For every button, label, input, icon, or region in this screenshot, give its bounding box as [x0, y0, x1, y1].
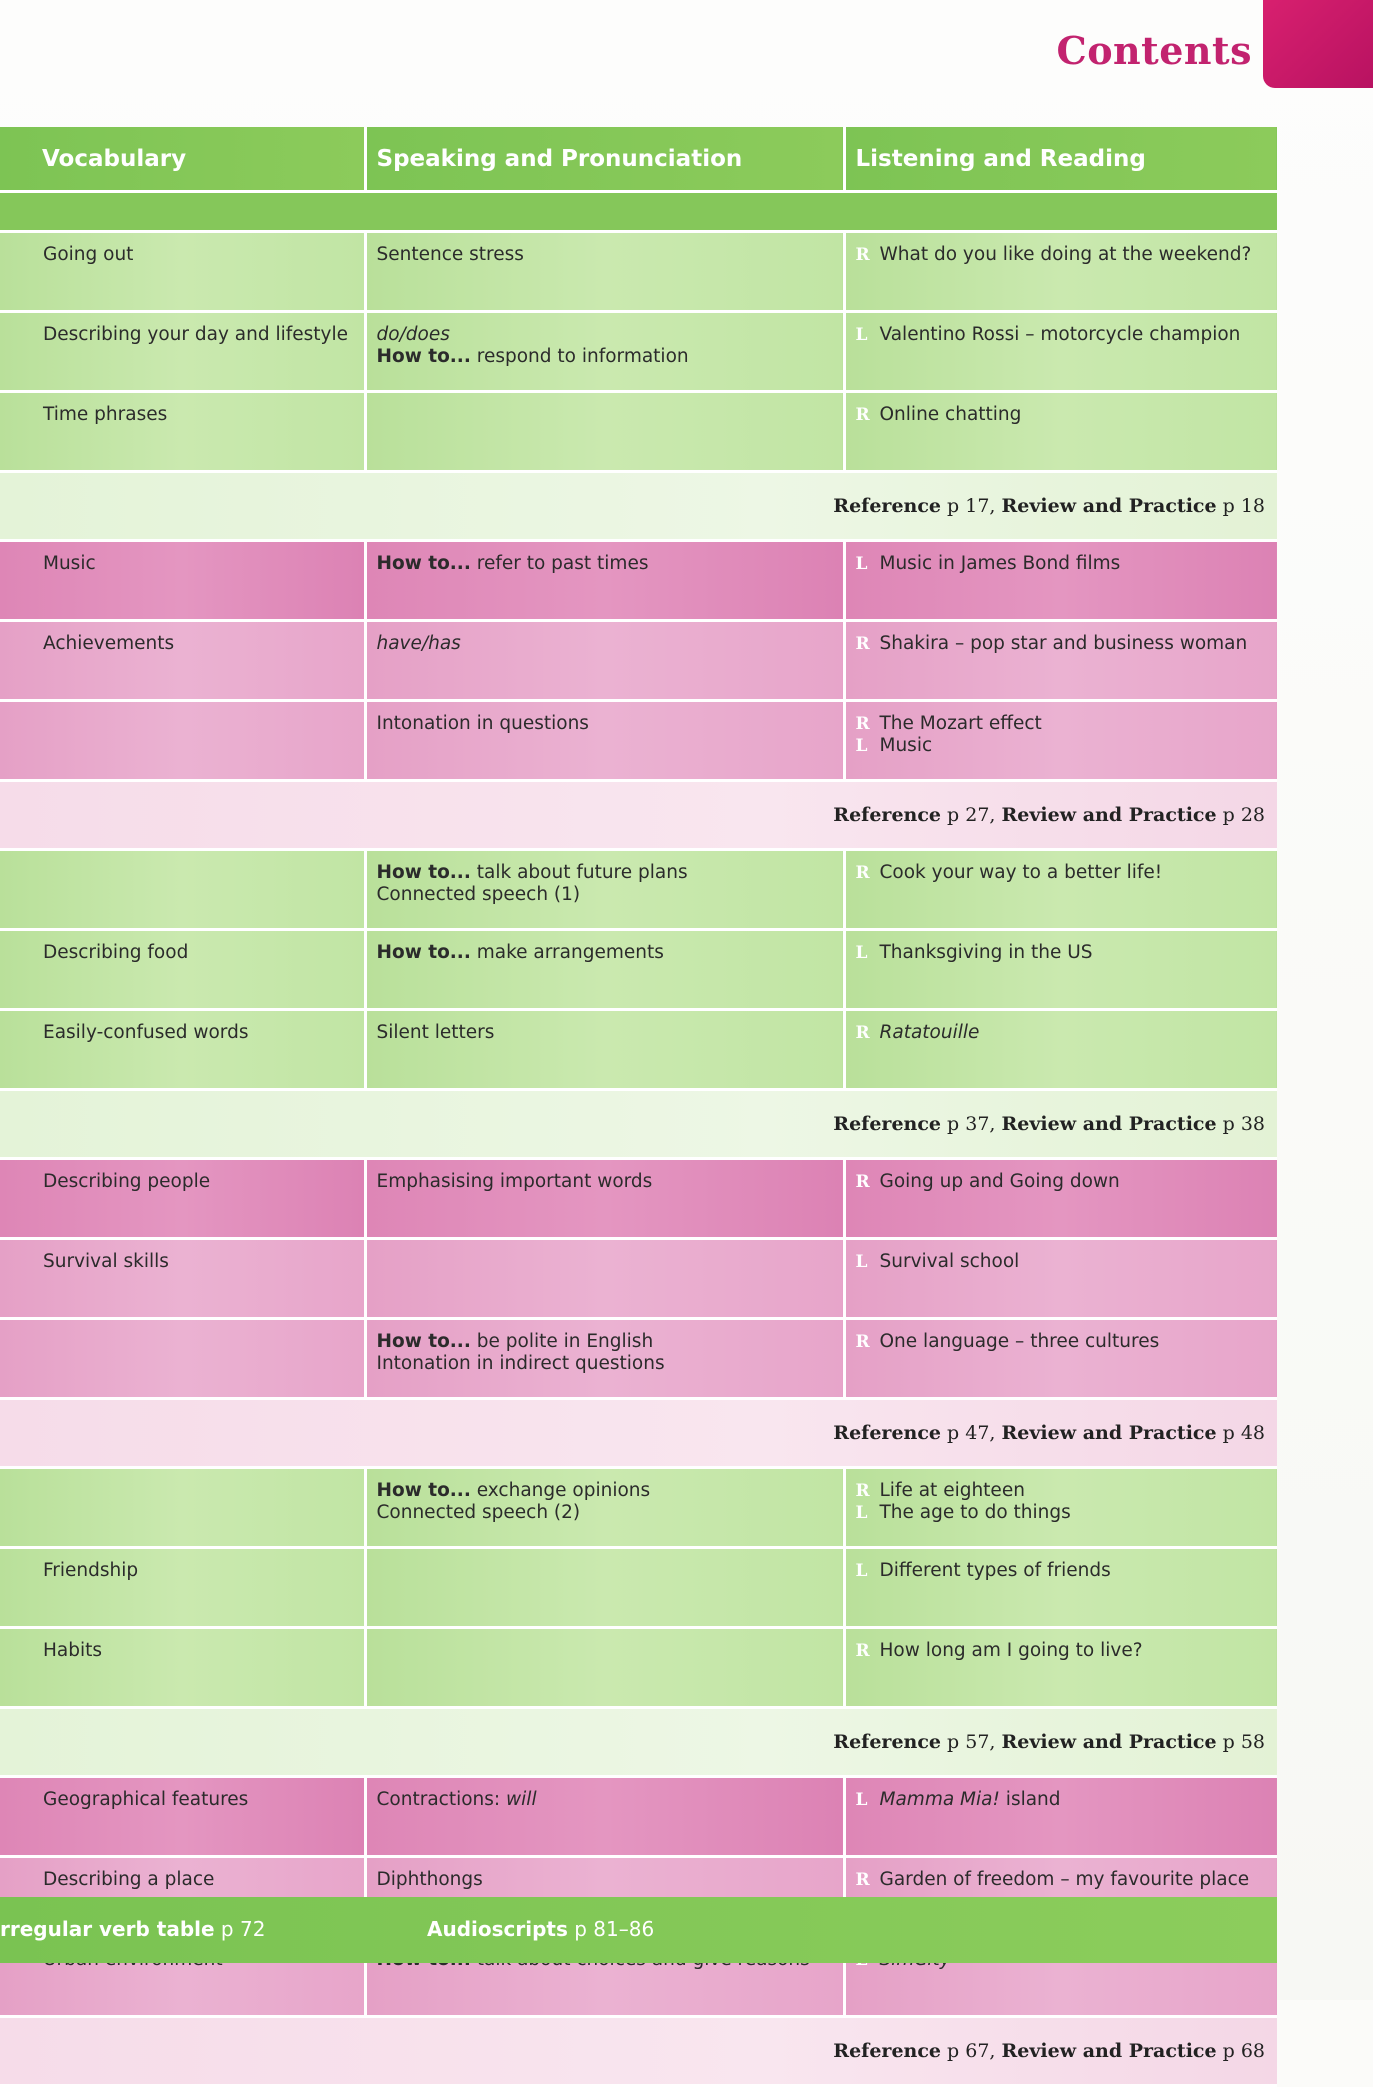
listening-marker: L: [855, 1503, 868, 1523]
table-row: [0, 1010, 1277, 1090]
speak-cell: [365, 312, 844, 392]
vocab-cell: [0, 1468, 365, 1548]
lr-cell: [844, 930, 1277, 1010]
contents-table: [0, 127, 1277, 2087]
audioscripts-link: [427, 1917, 654, 1941]
lr-cell: [844, 621, 1277, 701]
speak-text: Emphasising important words: [376, 1171, 653, 1192]
lr-text: One language – three cultures: [879, 1331, 1160, 1352]
speak-text: talk about future plans: [470, 862, 688, 883]
speak-text: Silent letters: [376, 1022, 495, 1043]
reference-page: p 37,: [941, 1113, 1002, 1135]
review-page: p 28: [1216, 804, 1265, 826]
lr-text: Cook your way to a better life!: [879, 862, 1163, 883]
reading-marker: R: [855, 1481, 870, 1501]
speak-cell: [365, 232, 844, 312]
speak-cell: [365, 392, 844, 472]
how-to-label: How to...: [376, 1331, 471, 1352]
lr-cell: [844, 1777, 1277, 1857]
speak-text: respond to information: [470, 346, 689, 367]
header-vocabulary: Vocabulary: [0, 127, 365, 192]
irregular-verb-label: rregular verb table: [0, 1917, 215, 1941]
lr-cell: [844, 701, 1277, 781]
speak-cell: [365, 1159, 844, 1239]
table-row: [0, 232, 1277, 312]
lr-cell: [844, 1319, 1277, 1399]
how-to-label: How to...: [376, 942, 471, 963]
review-label: Review and Practice: [1001, 495, 1217, 517]
vocab-cell: Habits: [0, 1628, 365, 1708]
listening-marker: L: [855, 325, 868, 345]
vocab-cell: Survival skills: [0, 1239, 365, 1319]
reference-row: [0, 2017, 1277, 2086]
header-row: [0, 127, 1277, 192]
table-row: [0, 392, 1277, 472]
reading-marker: R: [855, 405, 870, 425]
reading-marker: R: [855, 1023, 870, 1043]
vocab-cell: Achievements: [0, 621, 365, 701]
irregular-verb-page: p 72: [214, 1917, 266, 1941]
speak-text: do/does: [376, 324, 450, 345]
reading-marker: R: [855, 1870, 870, 1890]
lr-text: Online chatting: [879, 404, 1022, 425]
reference-label: Reference: [833, 1113, 942, 1135]
vocab-cell: [0, 701, 365, 781]
reading-marker: R: [855, 634, 870, 654]
speak-cell: [365, 1010, 844, 1090]
lr-cell: [844, 1159, 1277, 1239]
speak-text: Intonation in questions: [376, 713, 589, 734]
vocab-cell: [0, 850, 365, 930]
speak-cell: [365, 541, 844, 621]
lr-text: island: [999, 1789, 1061, 1810]
speak-text: will: [506, 1789, 537, 1810]
reference-cell: [0, 1708, 1277, 1777]
table-row: [0, 1548, 1277, 1628]
speak-text: make arrangements: [470, 942, 664, 963]
vocab-cell: Music: [0, 541, 365, 621]
reference-row: [0, 1399, 1277, 1468]
reference-page: p 17,: [941, 495, 1002, 517]
lr-cell: [844, 1468, 1277, 1548]
table-row: [0, 1239, 1277, 1319]
lr-text: Thanksgiving in the US: [879, 942, 1093, 963]
speak-text: be polite in English: [470, 1331, 654, 1352]
footer-bar: [0, 1897, 1277, 1963]
reference-cell: [0, 472, 1277, 541]
lr-text: Life at eighteen: [879, 1480, 1025, 1501]
table-row: [0, 1319, 1277, 1399]
lr-text: What do you like doing at the weekend?: [879, 244, 1252, 265]
lr-cell: [844, 1239, 1277, 1319]
review-label: Review and Practice: [1001, 804, 1217, 826]
speak-text: Connected speech (1): [376, 884, 581, 905]
table-row: [0, 1468, 1277, 1548]
review-label: Review and Practice: [1001, 1422, 1217, 1444]
audioscripts-label: Audioscripts: [427, 1917, 568, 1941]
speak-text: Connected speech (2): [376, 1502, 581, 1523]
table-row: [0, 930, 1277, 1010]
speak-cell: [365, 1468, 844, 1548]
audioscripts-page: p 81–86: [567, 1917, 655, 1941]
table-row: [0, 541, 1277, 621]
speak-text: exchange opinions: [470, 1480, 651, 1501]
listening-marker: L: [855, 943, 868, 963]
speak-text: refer to past times: [470, 553, 649, 574]
speak-cell: [365, 621, 844, 701]
vocab-cell: Describing food: [0, 930, 365, 1010]
vocab-cell: Time phrases: [0, 392, 365, 472]
speak-cell: [365, 1548, 844, 1628]
review-page: p 38: [1216, 1113, 1265, 1135]
listening-marker: L: [855, 1790, 868, 1810]
table-row: [0, 701, 1277, 781]
speak-cell: [365, 1777, 844, 1857]
reference-label: Reference: [833, 2040, 942, 2062]
reading-marker: R: [855, 1332, 870, 1352]
review-page: p 48: [1216, 1422, 1265, 1444]
vocab-cell: Describing a place: [0, 1857, 365, 1937]
unit-bar: [0, 192, 1277, 232]
listening-marker: L: [855, 736, 868, 756]
speak-cell: [365, 850, 844, 930]
reference-cell: [0, 781, 1277, 850]
reference-label: Reference: [833, 1731, 942, 1753]
lr-cell: [844, 541, 1277, 621]
review-label: Review and Practice: [1001, 1113, 1217, 1135]
reference-label: Reference: [833, 495, 942, 517]
lr-text: Mamma Mia!: [879, 1789, 1000, 1810]
lr-cell: [844, 1548, 1277, 1628]
speak-cell: [365, 1628, 844, 1708]
lr-text: Going up and Going down: [879, 1171, 1120, 1192]
vocab-cell: Going out: [0, 232, 365, 312]
reference-label: Reference: [833, 804, 942, 826]
reference-page: p 67,: [941, 2040, 1002, 2062]
reading-marker: R: [855, 714, 870, 734]
speak-text: Contractions:: [376, 1789, 507, 1810]
reference-row: [0, 781, 1277, 850]
lr-text: Ratatouille: [879, 1022, 980, 1043]
reading-marker: R: [855, 863, 870, 883]
table-row: [0, 850, 1277, 930]
speak-text: have/has: [376, 633, 461, 654]
listening-marker: L: [855, 554, 868, 574]
listening-marker: L: [855, 1252, 868, 1272]
lr-cell: [844, 1010, 1277, 1090]
reading-marker: R: [855, 245, 870, 265]
lr-cell: [844, 392, 1277, 472]
how-to-label: How to...: [376, 1480, 471, 1501]
vocab-cell: Geographical features: [0, 1777, 365, 1857]
table-row: [0, 621, 1277, 701]
listening-marker: L: [855, 1561, 868, 1581]
reference-page: p 57,: [941, 1731, 1002, 1753]
table-row: [0, 1777, 1277, 1857]
page-title: Contents: [1056, 28, 1252, 73]
lr-cell: [844, 1628, 1277, 1708]
vocab-cell: Describing your day and lifestyle: [0, 312, 365, 392]
review-label: Review and Practice: [1001, 2040, 1217, 2062]
header-speaking: Speaking and Pronunciation: [365, 127, 844, 192]
how-to-label: How to...: [376, 862, 471, 883]
speak-cell: [365, 930, 844, 1010]
speak-text: Intonation in indirect questions: [376, 1353, 665, 1374]
lr-text: Music in James Bond films: [879, 553, 1121, 574]
reference-row: [0, 472, 1277, 541]
reference-page: p 27,: [941, 804, 1002, 826]
lr-text: The age to do things: [879, 1502, 1071, 1523]
how-to-label: How to...: [376, 553, 471, 574]
reference-cell: [0, 1090, 1277, 1159]
speak-cell: [365, 1319, 844, 1399]
lr-text: The Mozart effect: [879, 713, 1042, 734]
reference-label: Reference: [833, 1422, 942, 1444]
lr-text: Garden of freedom – my favourite place: [879, 1869, 1250, 1890]
lr-text: Survival school: [879, 1251, 1020, 1272]
lr-cell: [844, 232, 1277, 312]
reading-marker: R: [855, 1172, 870, 1192]
reference-row: [0, 1090, 1277, 1159]
lr-text: Different types of friends: [879, 1560, 1111, 1581]
speak-text: Sentence stress: [376, 244, 524, 265]
header-listening: Listening and Reading: [844, 127, 1277, 192]
review-label: Review and Practice: [1001, 1731, 1217, 1753]
reference-page: p 47,: [941, 1422, 1002, 1444]
vocab-cell: Friendship: [0, 1548, 365, 1628]
speak-cell: [365, 1239, 844, 1319]
lr-text: Valentino Rossi – motorcycle champion: [879, 324, 1241, 345]
speak-cell: [365, 701, 844, 781]
vocab-cell: Easily-confused words: [0, 1010, 365, 1090]
lr-cell: [844, 312, 1277, 392]
irregular-verb-link: [0, 1917, 265, 1941]
table-row: [0, 312, 1277, 392]
how-to-label: How to...: [376, 346, 471, 367]
table-row: [0, 1628, 1277, 1708]
speak-text: Diphthongs: [376, 1869, 483, 1890]
lr-text: How long am I going to live?: [879, 1640, 1143, 1661]
lr-cell: [844, 850, 1277, 930]
lr-text: Music: [879, 735, 933, 756]
reference-cell: [0, 1399, 1277, 1468]
lr-text: Shakira – pop star and business woman: [879, 633, 1248, 654]
reference-cell: [0, 2017, 1277, 2086]
review-page: p 18: [1216, 495, 1265, 517]
reading-marker: R: [855, 1641, 870, 1661]
corner-tab: [1263, 0, 1373, 88]
review-page: p 58: [1216, 1731, 1265, 1753]
table-row: [0, 1159, 1277, 1239]
vocab-cell: [0, 1319, 365, 1399]
reference-row: [0, 1708, 1277, 1777]
review-page: p 68: [1216, 2040, 1265, 2062]
vocab-cell: Describing people: [0, 1159, 365, 1239]
